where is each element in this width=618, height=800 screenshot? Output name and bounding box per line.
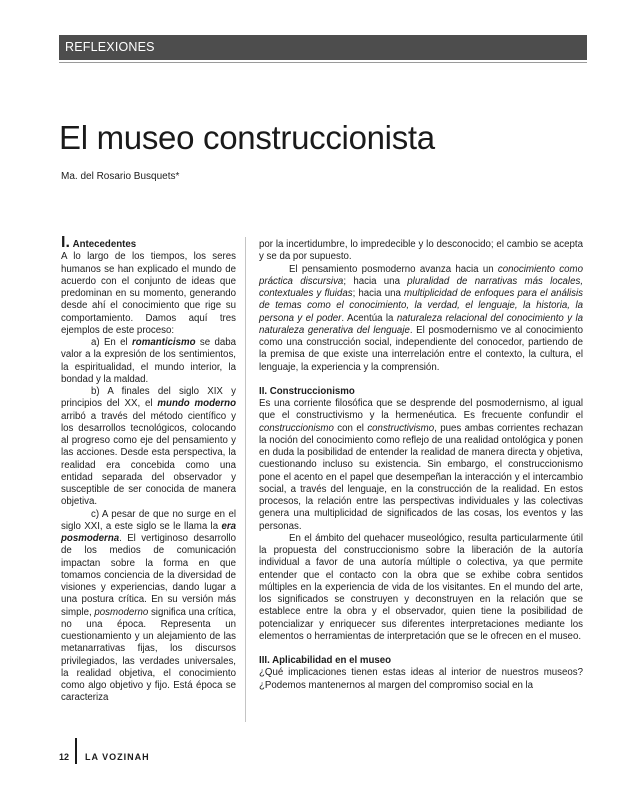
text-fragment: El pensamiento posmoderno avanza hacia un [289,263,498,275]
paragraph-continuation: por la incertidumbre, lo impredecible y lo desconocido; el cambio se acepta y se da por supuesto. [259,239,583,263]
text-fragment: arribó a través del método científico y los desarrollos tecnológicos, colocando al progreso como eje del pensamiento y las acciones. Desde esta perspectiva, la realidad era concebida como una entidad separada del observador y susceptible de ser conocida de manera objetiva. [61,410,236,508]
paragraph-example-c [61,509,236,705]
paragraph-intro: A lo largo de los tiempos, los seres humanos se han explicado el mundo de acuerdo con el conjunto de ideas que predominan en su momento, generando desde ahí el conocimiento que rige su comportamiento. Damos aquí tres ejemplos de este proceso: [61,251,236,336]
section-header-bar [59,35,587,60]
paragraph-construccionismo [259,398,583,533]
page-footer [59,736,150,764]
text-fragment: ; hacia una [352,288,405,299]
article-title: El museo construccionista [59,119,435,156]
header-rule [59,62,587,63]
emphasis: multiplicidad de enfoques para el análisis de temas como el conocimiento, la verdad, el lenguaje, la historia, la persona y el poder [259,288,584,324]
text-fragment: , pues ambas corrientes rechazan la noción del conocimiento como reflejo de una realidad ontológica y ponen en duda la posibilidad de entender la realidad de manera directa y objetiva, cuestionando incluso su existencia. Sin embargo, el construccionismo pone el acento en el papel que desempeñan la interacción y el intercambio social, a través del lenguaje, en la construcción de la realidad. En estos procesos, la relación entre las perspectivas individuales y las colectivas genera una multiplicidad de significados de las cosas, los eventos y las personas. [259,422,584,532]
section-heading-construccionismo: II. Construccionismo [259,385,355,397]
section-label: REFLEXIONES [65,40,155,54]
right-column [259,239,583,692]
paragraph-museologico: En el ámbito del quehacer museológico, resulta particularmente útil la propuesta del construccionismo sobre la liberación de la autoría individual a favor de una autoría múltiple o colectiva, ya que permite entender que el contacto con la obra que se exhibe cobra sentidos múltiples en la experiencia de vida de los visitantes. En el mundo del arte, los significados se construyen y deconstruyen en la relación que se establece entre la obra y el observador, quien tiene la posibilidad de potencializar y enriquecer sus diferentes interpretaciones mediante los elementos o herramientas de interpretación que se le ofrecen en el museo. [259,532,583,642]
column-divider [245,237,246,722]
term-era-posmoderna: era posmoderna [61,520,236,544]
page-number: 12 [59,752,70,762]
section-heading-antecedentes [61,234,236,251]
text-fragment: con el [333,422,368,434]
section-numeral: I. [61,234,70,251]
paragraph-example-a [61,337,236,386]
text-fragment: c) A pesar de que no surge en el siglo XXI, a este siglo se le llama la [61,508,236,532]
paragraph-posmoderno [259,264,583,374]
paragraph-example-b [61,386,236,509]
article-author: Ma. del Rosario Busquets* [61,171,180,182]
text-fragment: ; hacia una [343,275,408,287]
text-fragment: se daba valor a la expresión de los sentimientos, la espiritualidad, el mundo interior, la bondad y la maldad. [61,337,236,385]
text-fragment: b) A finales del siglo XIX y principios del XX, el [61,386,236,410]
text-fragment: . El posmodernismo ve al conocimiento como una construcción social, independiente del conocedor, partiendo de la premisa de que existe una interrelación entre el contexto, la cultura, el lenguaje, la experiencia y la comprensión. [259,324,583,373]
term-mundo-moderno: mundo moderno [157,398,236,410]
magazine-name: LA VOZINAH [85,752,150,762]
paragraph-aplicabilidad: ¿Qué implicaciones tienen estas ideas al interior de nuestros museos? ¿Podemos mantenernos al margen del compromiso social en la [259,667,583,691]
text-fragment: Es una corriente filosófica que se desprende del posmodernismo, al igual que el constructivismo y la hermenéutica. Es frecuente confundir el [259,398,583,422]
emphasis: naturaleza relacional del conocimiento y la naturaleza generativa del lenguaje [259,312,583,336]
emphasis: pluralidad de narrativas más locales, contextuales y fluidas [259,275,584,299]
text-fragment: . El vertiginoso desarrollo de los medios de comunicación impactan sobre la forma en que tomamos conciencia de la diversidad de visiones y experiencias, dando lugar a una postura crítica. En su versión más simple, [61,533,236,618]
text-fragment: . Acentúa la [341,312,397,324]
emphasis: construccionismo [259,422,334,434]
left-column [61,234,237,705]
text-fragment: a) En el [91,337,133,348]
term-romanticismo: romanticismo [132,337,196,348]
section-heading-aplicabilidad: III. Aplicabilidad en el museo [259,655,392,666]
footer-divider [75,738,77,764]
text-fragment: significa una crítica, no una época. Representa un cuestionamiento y un alejamiento de las metanarrativas fijas, los discursos privilegiados, las verdades universales, la realidad objetiva, el conocimiento como algo objetivo y fijo. Está época se caracteriza [61,606,237,704]
term-posmoderno: posmoderno [94,606,149,618]
emphasis: conocimiento como práctica discursiva [259,263,583,287]
section-title: Antecedentes [72,239,137,250]
emphasis: constructivismo [367,422,435,434]
